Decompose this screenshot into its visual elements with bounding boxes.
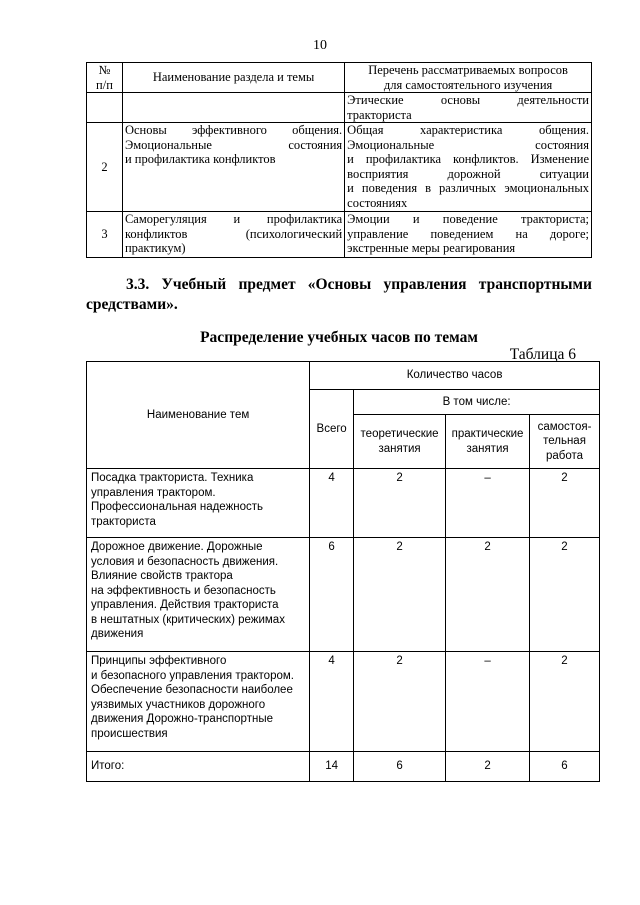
topics-line: восприятия дорожной ситуации [347,166,589,181]
topics-cell [345,123,592,212]
header-section: Наименование раздела и темы [122,63,344,93]
table-row [87,212,592,258]
total-row [87,752,600,782]
page-number: 10 [313,38,327,53]
header-self-line: самостоя- [537,420,592,433]
header-number-line: № [98,63,111,77]
topics-table-header-row [87,63,592,93]
header-topics [345,63,592,93]
topic-line: в нештатных (критических) режимах [91,613,285,626]
section-line: практикум) [124,241,186,255]
topics-cell [345,212,592,258]
table-row [87,93,592,123]
row-number-cell [87,93,123,123]
topic-line: Профессиональная надежность [91,501,264,513]
topic-line: Дорожное движение. Дорожные [91,541,263,553]
table-row [87,469,600,538]
hours-header-row [87,362,600,390]
header-theory-line: занятия [378,442,421,455]
practice-hours-cell: 2 [446,538,530,652]
self-study-hours-cell: 2 [530,538,600,652]
topics-cell [345,93,592,123]
topic-line: тракториста [91,515,156,528]
topics-line: Общая характеристика общения. [347,123,589,137]
topic-line: Влияние свойств трактора [91,570,233,582]
topic-line: Обеспечение безопасности наиболее [91,684,293,696]
topic-name-cell [87,652,310,752]
theory-hours-cell: 2 [354,538,446,652]
topics-line: Эмоции и поведение тракториста; [347,212,589,226]
row-number-cell: 3 [87,212,123,258]
total-label-cell: Итого: [87,752,310,782]
table-row [87,652,600,752]
topic-line: движения Дорожно-транспортные [91,713,273,725]
section-cell [122,123,344,212]
header-theory-line: теоретические [360,428,439,440]
row-number-cell: 2 [87,123,123,212]
header-total: Всего [310,390,354,469]
table-row [87,123,592,212]
header-practice-line: практические [451,428,524,440]
header-topic-name: Наименование тем [87,362,310,469]
header-theory [354,415,446,469]
topic-line: уязвимых участников дорожного [91,698,266,711]
section-cell [122,93,344,123]
total-hours-cell: 4 [310,652,354,752]
section-line: и профилактика конфликтов [124,152,276,166]
self-study-hours-cell: 2 [530,652,600,752]
section-line: Эмоциональные состояния [124,137,343,152]
table-caption: Таблица 6 [509,346,576,363]
topic-line: и безопасного управления трактором. [91,669,294,682]
total-hours-cell: 14 [310,752,354,782]
topic-line: управления трактором. [91,486,216,499]
header-practice [446,415,530,469]
header-practice-line: занятия [466,442,509,455]
section-cell [122,212,344,258]
topics-line: и профилактика конфликтов. Изменение [347,152,589,166]
topics-line: экстренные меры реагирования [347,241,516,255]
practice-hours-cell: – [446,652,530,752]
topics-line: состояниях [347,195,408,210]
topics-line: Эмоциональные состояния [347,137,589,152]
total-hours-cell: 6 [310,538,354,652]
topic-line: управления. Действия тракториста [91,599,279,611]
topic-name-cell [87,538,310,652]
topic-line: движения [91,628,144,640]
topics-line: Этические основы деятельности [347,93,589,107]
practice-hours-cell: 2 [446,752,530,782]
topic-line: Принципы эффективного [91,655,227,667]
topics-table [86,62,592,258]
distribution-title: Распределение учебных часов по темам [200,329,478,346]
header-self-line: тельная [543,435,586,448]
theory-hours-cell: 2 [354,652,446,752]
topic-name-cell [87,469,310,538]
section-line: Саморегуляция и профилактика [124,212,343,226]
header-including: В том числе: [354,390,600,415]
header-self-study [530,415,600,469]
header-topics-line: для самостоятельного изучения [383,77,553,92]
theory-hours-cell: 6 [354,752,446,782]
theory-hours-cell: 2 [354,469,446,538]
header-self-line: работа [545,449,584,462]
header-topics-line: Перечень рассматриваемых вопросов [368,63,568,77]
header-hours: Количество часов [310,362,600,390]
topic-line: на эффективность и безопасность [91,584,276,597]
header-number-line: п/п [96,77,113,92]
topics-line: управление поведением на дороге; [347,226,589,241]
topics-line: и поведения в различных эмоциональных [347,181,589,195]
practice-hours-cell: – [446,469,530,538]
section-heading [86,275,592,315]
section-line: конфликтов (психологический [124,226,343,241]
section-heading-line: средствами». [86,296,178,313]
topic-line: условия и безопасность движения. [91,555,279,568]
section-heading-line: 3.3. Учебный предмет «Основы управления транспортными [126,276,592,293]
table-row [87,538,600,652]
total-hours-cell: 4 [310,469,354,538]
section-line: Основы эффективного общения. [124,123,343,137]
topic-line: происшествия [91,727,168,740]
self-study-hours-cell: 2 [530,469,600,538]
header-number [87,63,123,93]
hours-table [86,361,600,782]
topics-line: тракториста [347,107,412,122]
topic-line: Посадка тракториста. Техника [91,472,254,484]
self-study-hours-cell: 6 [530,752,600,782]
